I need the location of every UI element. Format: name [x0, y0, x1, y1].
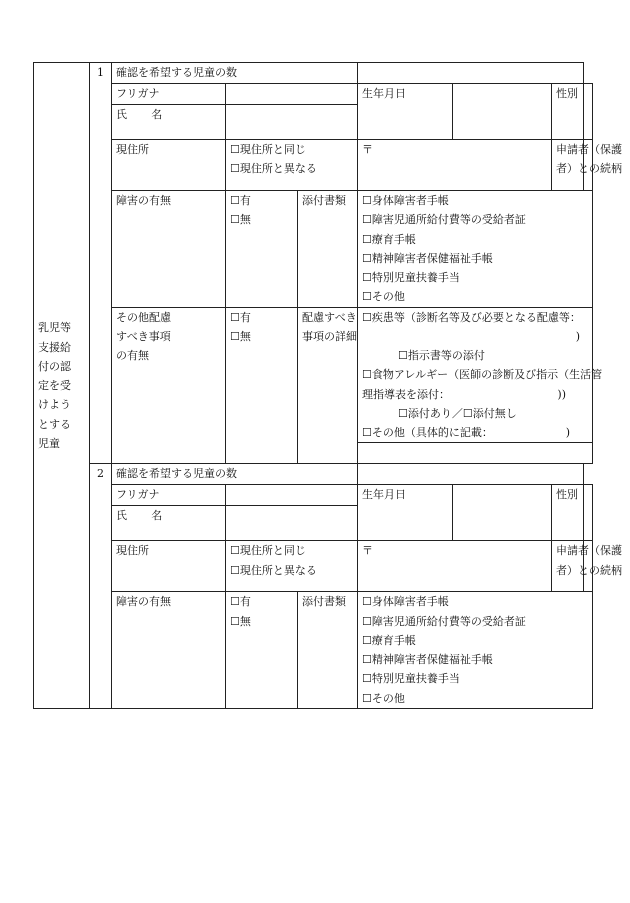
count-field[interactable]: [358, 464, 584, 485]
attach-docs-options[interactable]: ☐身体障害者手帳 ☐障害児通所給付費等の受給者証 ☐療育手帳 ☐精神障害者保健福祉手帳 ☐特別児童扶養手当 ☐その他: [358, 592, 593, 709]
child-number-2: 2: [90, 464, 112, 709]
name-label: 氏 名: [112, 506, 226, 541]
sex-label: 性別: [552, 84, 584, 140]
furigana-field[interactable]: [226, 485, 358, 506]
count-label: 確認を希望する児童の数: [112, 464, 358, 485]
birthdate-field[interactable]: [453, 485, 552, 541]
furigana-label: フリガナ: [112, 485, 226, 506]
consider-detail-extra[interactable]: [358, 443, 593, 464]
name-field[interactable]: [226, 506, 358, 541]
section-side-label: 乳児等 支援給 付の認 定を受 けよう とする 児童: [34, 63, 90, 709]
birthdate-label: 生年月日: [358, 485, 453, 541]
spacer-row: [112, 708, 584, 709]
postal-field[interactable]: 〒: [358, 541, 552, 592]
attach-docs-label: 添付書類: [298, 592, 358, 709]
address-options[interactable]: ☐現住所と同じ ☐現住所と異なる: [226, 541, 358, 592]
name-field[interactable]: [226, 105, 358, 140]
furigana-label: フリガナ: [112, 84, 226, 105]
furigana-field[interactable]: [226, 84, 358, 105]
sex-field[interactable]: [584, 84, 593, 140]
sex-label: 性別: [552, 485, 584, 541]
count-label: 確認を希望する児童の数: [112, 63, 358, 84]
address-label: 現住所: [112, 541, 226, 592]
application-form-table: [33, 62, 622, 709]
child-number-1: 1: [90, 63, 112, 464]
consider-options[interactable]: ☐有 ☐無: [226, 307, 298, 464]
relation-label: 申請者（保護 者）との続柄: [552, 140, 584, 191]
disability-label: 障害の有無: [112, 191, 226, 308]
attach-docs-label: 添付書類: [298, 191, 358, 308]
address-label: 現住所: [112, 140, 226, 191]
relation-label: 申請者（保護 者）との続柄: [552, 541, 584, 592]
disability-options[interactable]: ☐有 ☐無: [226, 191, 298, 308]
address-options[interactable]: ☐現住所と同じ ☐現住所と異なる: [226, 140, 358, 191]
count-field[interactable]: [358, 63, 584, 84]
birthdate-field[interactable]: [453, 84, 552, 140]
birthdate-label: 生年月日: [358, 84, 453, 140]
name-label: 氏 名: [112, 105, 226, 140]
disability-label: 障害の有無: [112, 592, 226, 709]
attach-docs-options[interactable]: ☐身体障害者手帳 ☐障害児通所給付費等の受給者証 ☐療育手帳 ☐精神障害者保健福祉手帳 ☐特別児童扶養手当 ☐その他: [358, 191, 593, 308]
consider-detail-label: 配慮すべき 事項の詳細: [298, 307, 358, 464]
sex-field[interactable]: [584, 485, 593, 541]
postal-field[interactable]: 〒: [358, 140, 552, 191]
consider-detail-field[interactable]: ☐疾患等（診断名等及び必要となる配慮等： ) ☐指示書等の添付 ☐食物アレルギー（医師の診断及び指示（生活管 理指導表を添付： )) ☐添付あり／☐添付無し ☐その他（具体的に記載： ): [358, 307, 593, 443]
consider-label: その他配慮 すべき事項 の有無: [112, 307, 226, 464]
disability-options[interactable]: ☐有 ☐無: [226, 592, 298, 709]
